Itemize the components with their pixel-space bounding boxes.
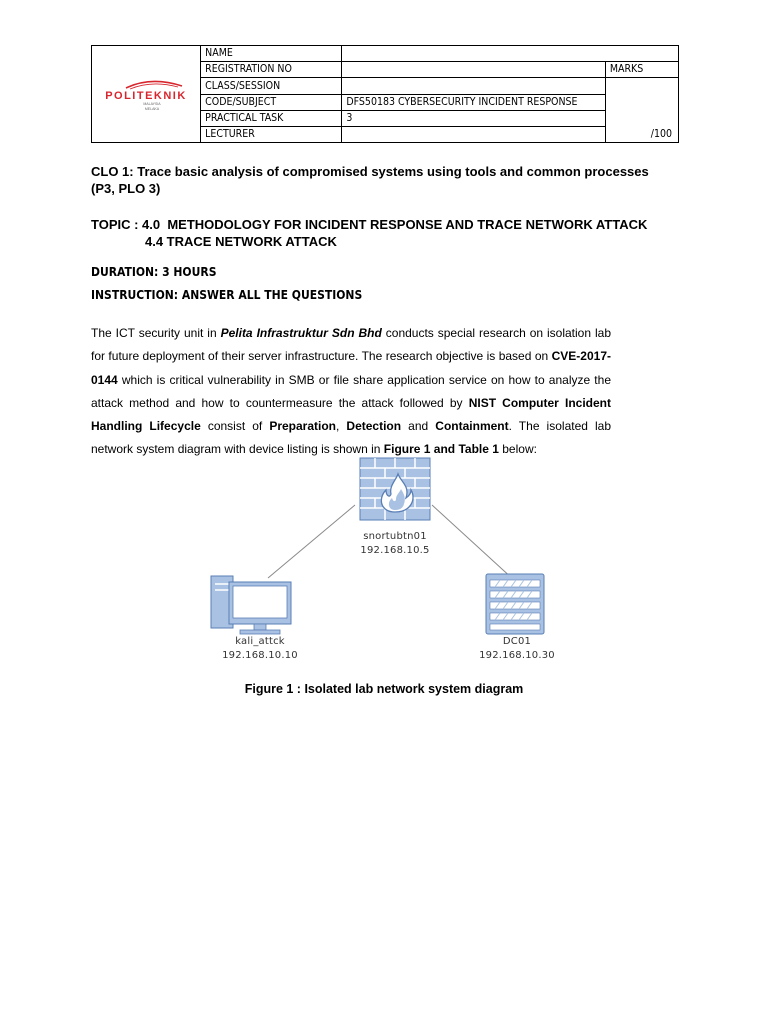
phase-containment: Containment xyxy=(435,419,509,434)
phase-detection: Detection xyxy=(346,419,402,434)
server-name: DC01 xyxy=(502,636,532,647)
header-table xyxy=(91,45,679,143)
name-label: NAME xyxy=(201,46,342,62)
instruction-text: INSTRUCTION: ANSWER ALL THE QUESTIONS xyxy=(91,288,363,302)
phase-preparation: Preparation xyxy=(269,419,337,434)
duration-text: DURATION: 3 HOURS xyxy=(91,265,217,279)
marks-total: /100 xyxy=(605,78,678,143)
politeknik-logo xyxy=(96,74,196,114)
firewall-name: snortubtn01 xyxy=(363,531,427,542)
logo-subtext: MALAYSIA xyxy=(143,102,161,106)
registration-value xyxy=(342,62,605,78)
firewall-icon xyxy=(360,458,430,520)
marks-label: MARKS xyxy=(605,62,678,78)
attacker-name: kali_attck xyxy=(235,636,285,647)
attacker-ip: 192.168.10.10 xyxy=(222,650,298,661)
topic-line-2: 4.4 TRACE NETWORK ATTACK xyxy=(145,234,337,249)
lecturer-value xyxy=(342,127,605,143)
cve-id: CVE-2017-0144 xyxy=(91,349,611,387)
para-text: The ICT security unit in xyxy=(91,326,221,340)
company-name: Pelita Infrastruktur Sdn Bhd xyxy=(220,326,382,340)
topic-line-1: TOPIC : 4.0 METHODOLOGY FOR INCIDENT RESPONSE AND TRACE NETWORK ATTACK xyxy=(91,217,648,232)
figure-caption: Figure 1 : Isolated lab network system diagram xyxy=(244,682,524,696)
code-subject-label: CODE/SUBJECT xyxy=(201,95,342,111)
code-subject-value: DFS50183 CYBERSECURITY INCIDENT RESPONSE xyxy=(342,95,605,111)
nist-lifecycle: NIST Computer Incident Handling Lifecycle xyxy=(91,395,611,434)
topic-heading xyxy=(91,216,647,250)
network-diagram xyxy=(0,450,768,680)
registration-label: REGISTRATION NO xyxy=(201,62,342,78)
logo-text: POLITEKNIK xyxy=(105,90,187,102)
logo-cell xyxy=(92,46,201,143)
scenario-paragraph xyxy=(91,322,611,462)
server-icon xyxy=(486,574,544,634)
para-text: consist of xyxy=(200,419,270,434)
workstation-icon xyxy=(211,576,291,634)
para-text: which is critical vulnerability in SMB or file share application service on how to analyze the attack method and how to countermeasure the attack followed by xyxy=(91,372,611,410)
para-text: below: xyxy=(498,442,537,457)
practical-task-label: PRACTICAL TASK xyxy=(201,111,342,127)
name-value xyxy=(342,46,679,62)
clo-heading: CLO 1: Trace basic analysis of compromised systems using tools and common processes (P3, PLO 3) xyxy=(91,164,649,196)
logo-subtext2: MELAKA xyxy=(144,107,160,111)
link-firewall-server xyxy=(432,505,514,580)
practical-task-value: 3 xyxy=(342,111,605,127)
para-text: , xyxy=(336,419,347,434)
lecturer-label: LECTURER xyxy=(201,127,342,143)
class-session-value xyxy=(342,78,605,95)
server-ip: 192.168.10.30 xyxy=(479,650,555,661)
class-session-label: CLASS/SESSION xyxy=(201,78,342,95)
para-text: . The isolated lab network system diagram with device listing is shown in xyxy=(91,419,611,457)
firewall-ip: 192.168.10.5 xyxy=(360,545,430,556)
para-text: and xyxy=(401,419,436,434)
figure-table-ref: Figure 1 and Table 1 xyxy=(383,442,499,457)
para-text: conducts special research on isolation lab for future deployment of their server infrastructure. The research objective is based on xyxy=(91,326,611,364)
